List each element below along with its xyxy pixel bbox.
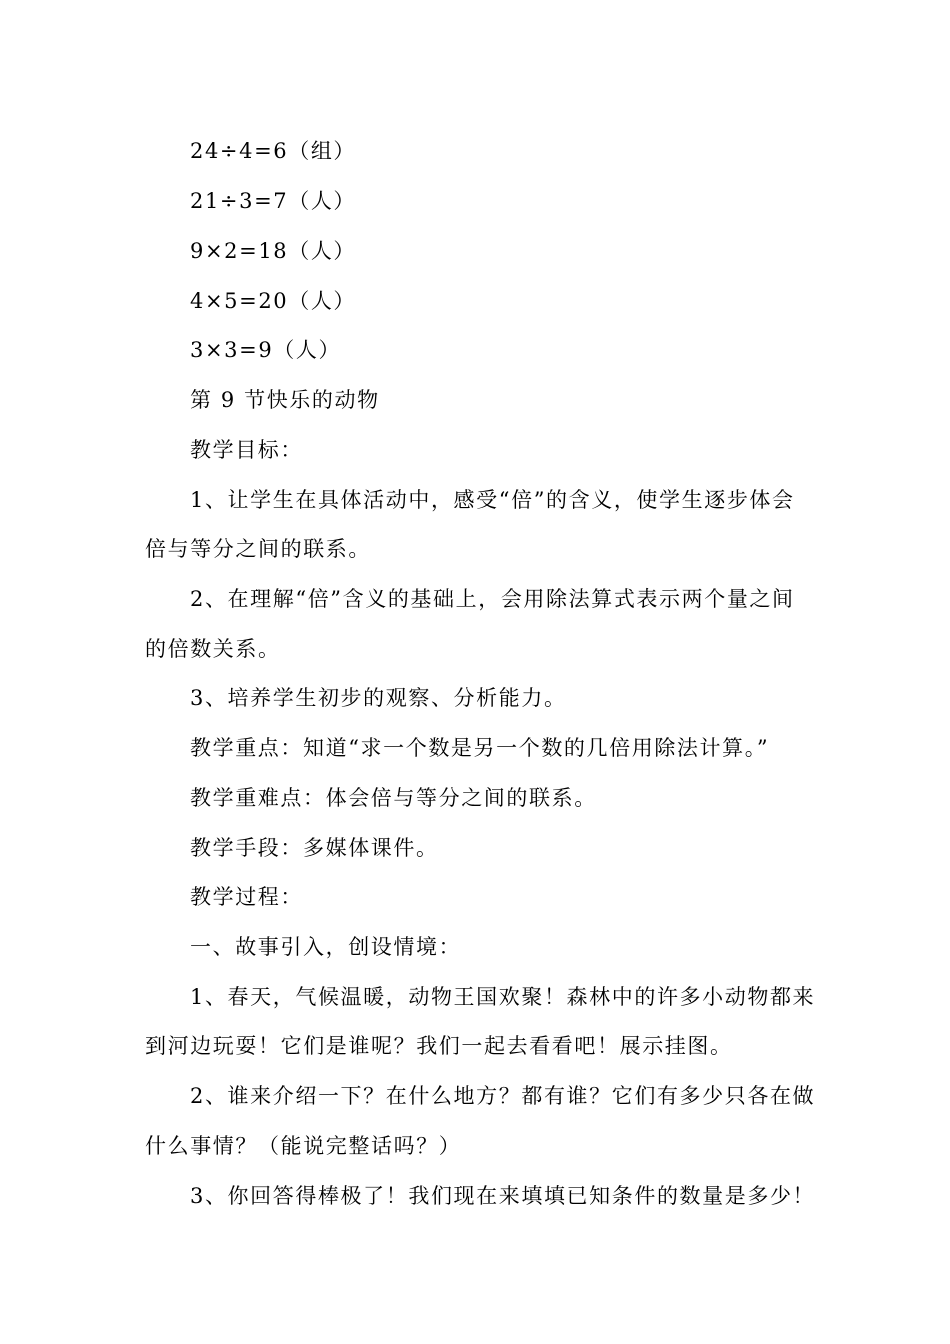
difficult-point: 教学重难点：体会倍与等分之间的联系。 (190, 786, 597, 810)
step-1-item-2-line-2: 什么事情？（能说完整话吗？） (145, 1134, 462, 1158)
step-1-item-3: 3、你回答得棒极了！我们现在来填填已知条件的数量是多少！ (190, 1184, 816, 1208)
step-1-item-1-line-1: 1、春天，气候温暖，动物王国欢聚！森林中的许多小动物都来 (190, 985, 816, 1009)
step-1-heading: 一、故事引入，创设情境： (190, 935, 462, 959)
calculation-line-3: 9×2=18（人） (190, 239, 357, 263)
step-1-item-2-line-1: 2、谁来介绍一下？在什么地方？都有谁？它们有多少只各在做 (190, 1084, 816, 1108)
objective-3: 3、培养学生初步的观察、分析能力。 (190, 686, 567, 710)
step-1-item-1-line-2: 到河边玩耍！它们是谁呢？我们一起去看看吧！展示挂图。 (145, 1034, 733, 1058)
calculation-line-5: 3×3=9（人） (190, 338, 342, 362)
key-point: 教学重点：知道“求一个数是另一个数的几倍用除法计算。” (190, 736, 770, 760)
calculation-line-2: 21÷3=7（人） (190, 189, 357, 213)
calculation-line-1: 24÷4=6（组） (190, 139, 357, 163)
teaching-means: 教学手段：多媒体课件。 (190, 836, 439, 860)
section-title: 第 9 节快乐的动物 (190, 388, 380, 412)
objective-1-line-2: 倍与等分之间的联系。 (145, 537, 371, 561)
calculation-line-4: 4×5=20（人） (190, 289, 357, 313)
process-heading: 教学过程： (190, 885, 303, 909)
objective-2-line-1: 2、在理解“倍”含义的基础上，会用除法算式表示两个量之间 (190, 587, 795, 611)
objective-2-line-2: 的倍数关系。 (145, 637, 281, 661)
objectives-heading: 教学目标： (190, 438, 303, 462)
objective-1-line-1: 1、让学生在具体活动中，感受“倍”的含义，使学生逐步体会 (190, 488, 795, 512)
